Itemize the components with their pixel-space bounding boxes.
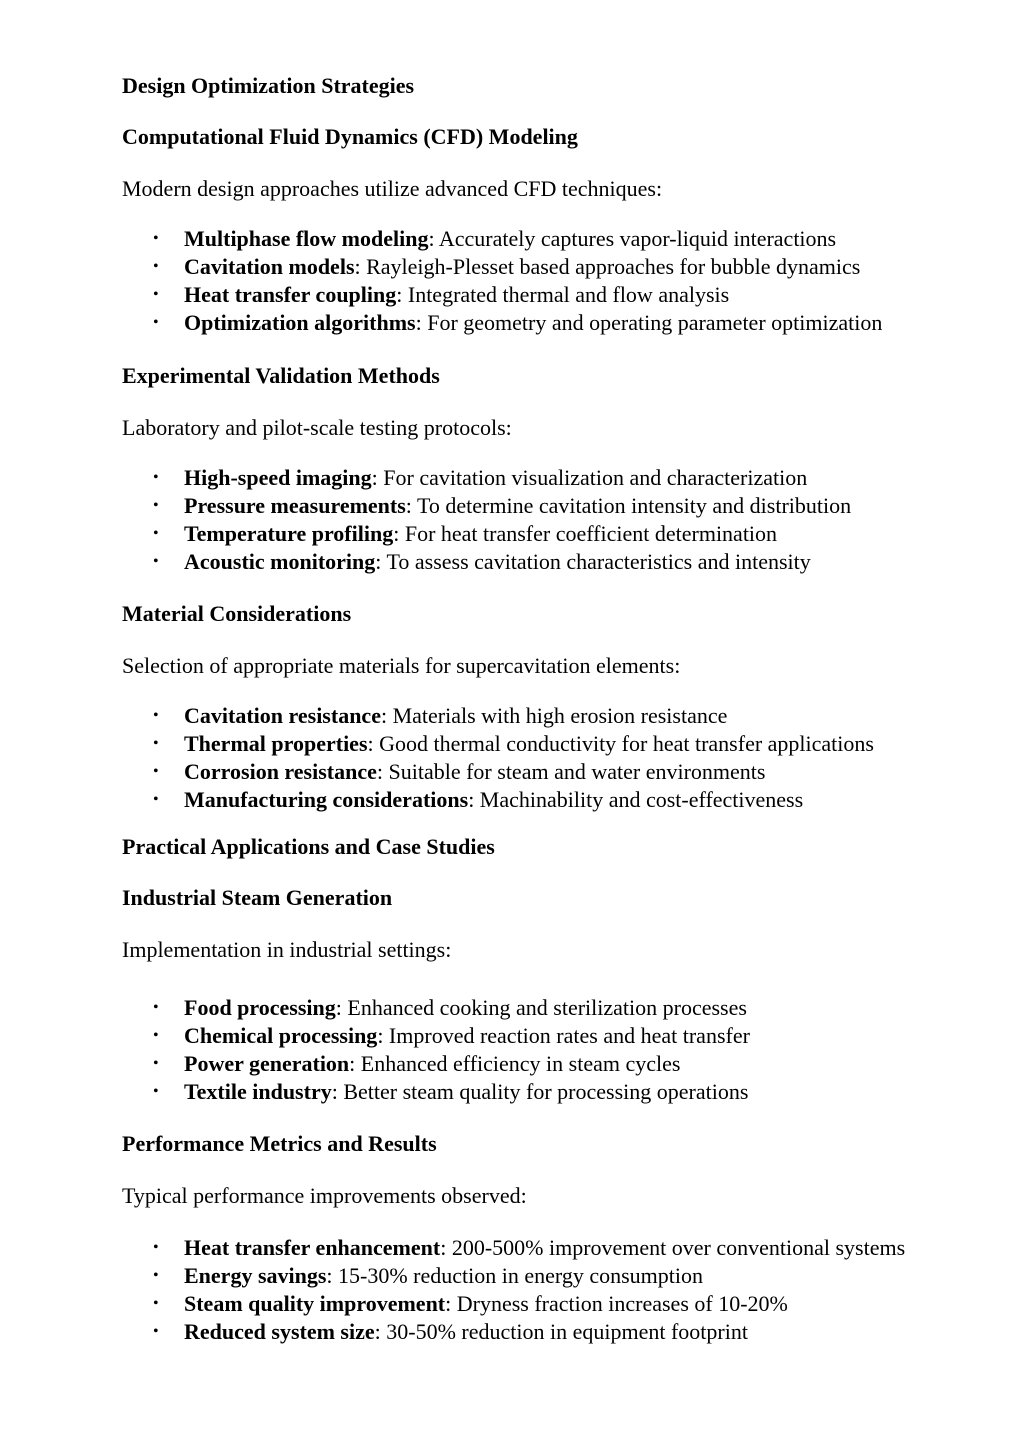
subsection-heading: Industrial Steam Generation — [122, 885, 393, 910]
list-item-desc: : To determine cavitation intensity and distribution — [405, 493, 852, 518]
list-item-term: Thermal properties — [184, 731, 368, 756]
list-item — [122, 1262, 964, 1290]
bullet-icon: • — [153, 707, 159, 724]
list-item — [122, 730, 964, 758]
list-item-desc: : 200-500% improvement over conventional systems — [440, 1235, 906, 1260]
bullet-icon: • — [153, 1267, 159, 1284]
list-item-term: Temperature profiling — [184, 521, 394, 546]
bullet-icon: • — [153, 230, 159, 247]
bullet-icon: • — [153, 286, 159, 303]
list-item-term: Food processing — [184, 995, 336, 1020]
list-item — [122, 758, 964, 786]
list-item-term: Corrosion resistance — [184, 759, 377, 784]
list-item-desc: : Rayleigh-Plesset based approaches for bubble dynamics — [354, 254, 861, 279]
list-item-desc: : Better steam quality for processing operations — [331, 1079, 749, 1104]
subsection-heading: Material Considerations — [122, 601, 352, 626]
list-item-desc: : Good thermal conductivity for heat transfer applications — [367, 731, 874, 756]
bullet-icon: • — [153, 1323, 159, 1340]
list-item — [122, 994, 964, 1022]
bullet-icon: • — [153, 999, 159, 1016]
list-item-desc: : 30-50% reduction in equipment footprint — [374, 1319, 748, 1344]
list-item — [122, 309, 964, 337]
list-item-desc: : Suitable for steam and water environments — [376, 759, 766, 784]
section-heading: Design Optimization Strategies — [122, 73, 415, 98]
bullet-list — [122, 702, 964, 814]
subsection-heading: Experimental Validation Methods — [122, 363, 440, 388]
list-item-term: Pressure measurements — [184, 493, 406, 518]
bullet-icon: • — [153, 1055, 159, 1072]
bullet-icon: • — [153, 553, 159, 570]
list-item-desc: : For geometry and operating parameter optimization — [415, 310, 883, 335]
list-item — [122, 492, 964, 520]
list-item-term: Acoustic monitoring — [184, 549, 376, 574]
list-item — [122, 520, 964, 548]
list-item — [122, 1050, 964, 1078]
list-item — [122, 548, 964, 576]
bullet-icon: • — [153, 1239, 159, 1256]
list-item-desc: : Improved reaction rates and heat transfer — [377, 1023, 750, 1048]
bullet-list — [122, 464, 964, 576]
bullet-icon: • — [153, 1027, 159, 1044]
bullet-icon: • — [153, 735, 159, 752]
list-item-term: Heat transfer enhancement — [184, 1235, 441, 1260]
list-item — [122, 1078, 964, 1106]
bullet-icon: • — [153, 258, 159, 275]
list-item-term: Manufacturing considerations — [184, 787, 469, 812]
list-item — [122, 281, 964, 309]
list-item-desc: : Enhanced cooking and sterilization processes — [335, 995, 747, 1020]
list-item-desc: : Machinability and cost-effectiveness — [468, 787, 804, 812]
list-item-term: Textile industry — [184, 1079, 332, 1104]
bullet-icon: • — [153, 469, 159, 486]
list-item-desc: : Integrated thermal and flow analysis — [396, 282, 730, 307]
list-item — [122, 786, 964, 814]
bullet-list — [122, 994, 964, 1106]
list-item-term: Chemical processing — [184, 1023, 378, 1048]
bullet-icon: • — [153, 763, 159, 780]
list-item-term: Energy savings — [184, 1263, 327, 1288]
bullet-list — [122, 1234, 964, 1346]
bullet-list — [122, 225, 964, 337]
list-item — [122, 702, 964, 730]
paragraph: Selection of appropriate materials for supercavitation elements: — [122, 653, 681, 678]
bullet-icon: • — [153, 1083, 159, 1100]
paragraph: Typical performance improvements observed: — [122, 1183, 527, 1208]
list-item-desc: : Enhanced efficiency in steam cycles — [349, 1051, 681, 1076]
list-item-desc: : Accurately captures vapor-liquid interactions — [428, 226, 837, 251]
list-item-desc: : For heat transfer coefficient determination — [393, 521, 778, 546]
list-item-desc: : Materials with high erosion resistance — [380, 703, 728, 728]
list-item-desc: : 15-30% reduction in energy consumption — [326, 1263, 703, 1288]
subsection-heading: Performance Metrics and Results — [122, 1131, 437, 1156]
list-item — [122, 1290, 964, 1318]
list-item-desc: : Dryness fraction increases of 10-20% — [445, 1291, 788, 1316]
list-item-term: High-speed imaging — [184, 465, 372, 490]
bullet-icon: • — [153, 1295, 159, 1312]
subsection-heading: Computational Fluid Dynamics (CFD) Modeling — [122, 124, 578, 149]
paragraph: Implementation in industrial settings: — [122, 937, 452, 962]
list-item-desc: : For cavitation visualization and characterization — [371, 465, 808, 490]
list-item-term: Multiphase flow modeling — [184, 226, 429, 251]
list-item-term: Optimization algorithms — [184, 310, 416, 335]
paragraph: Laboratory and pilot-scale testing protocols: — [122, 415, 512, 440]
bullet-icon: • — [153, 497, 159, 514]
list-item-term: Reduced system size — [184, 1319, 375, 1344]
list-item — [122, 253, 964, 281]
list-item-term: Steam quality improvement — [184, 1291, 446, 1316]
list-item-term: Power generation — [184, 1051, 350, 1076]
list-item-term: Heat transfer coupling — [184, 282, 397, 307]
list-item — [122, 1234, 964, 1262]
list-item-term: Cavitation resistance — [184, 703, 381, 728]
list-item-desc: : To assess cavitation characteristics and intensity — [375, 549, 811, 574]
list-item-term: Cavitation models — [184, 254, 355, 279]
paragraph: Modern design approaches utilize advanced CFD techniques: — [122, 176, 663, 201]
section-heading: Practical Applications and Case Studies — [122, 834, 495, 859]
bullet-icon: • — [153, 791, 159, 808]
list-item — [122, 1022, 964, 1050]
bullet-icon: • — [153, 314, 159, 331]
list-item — [122, 1318, 964, 1346]
list-item — [122, 464, 964, 492]
list-item — [122, 225, 964, 253]
bullet-icon: • — [153, 525, 159, 542]
